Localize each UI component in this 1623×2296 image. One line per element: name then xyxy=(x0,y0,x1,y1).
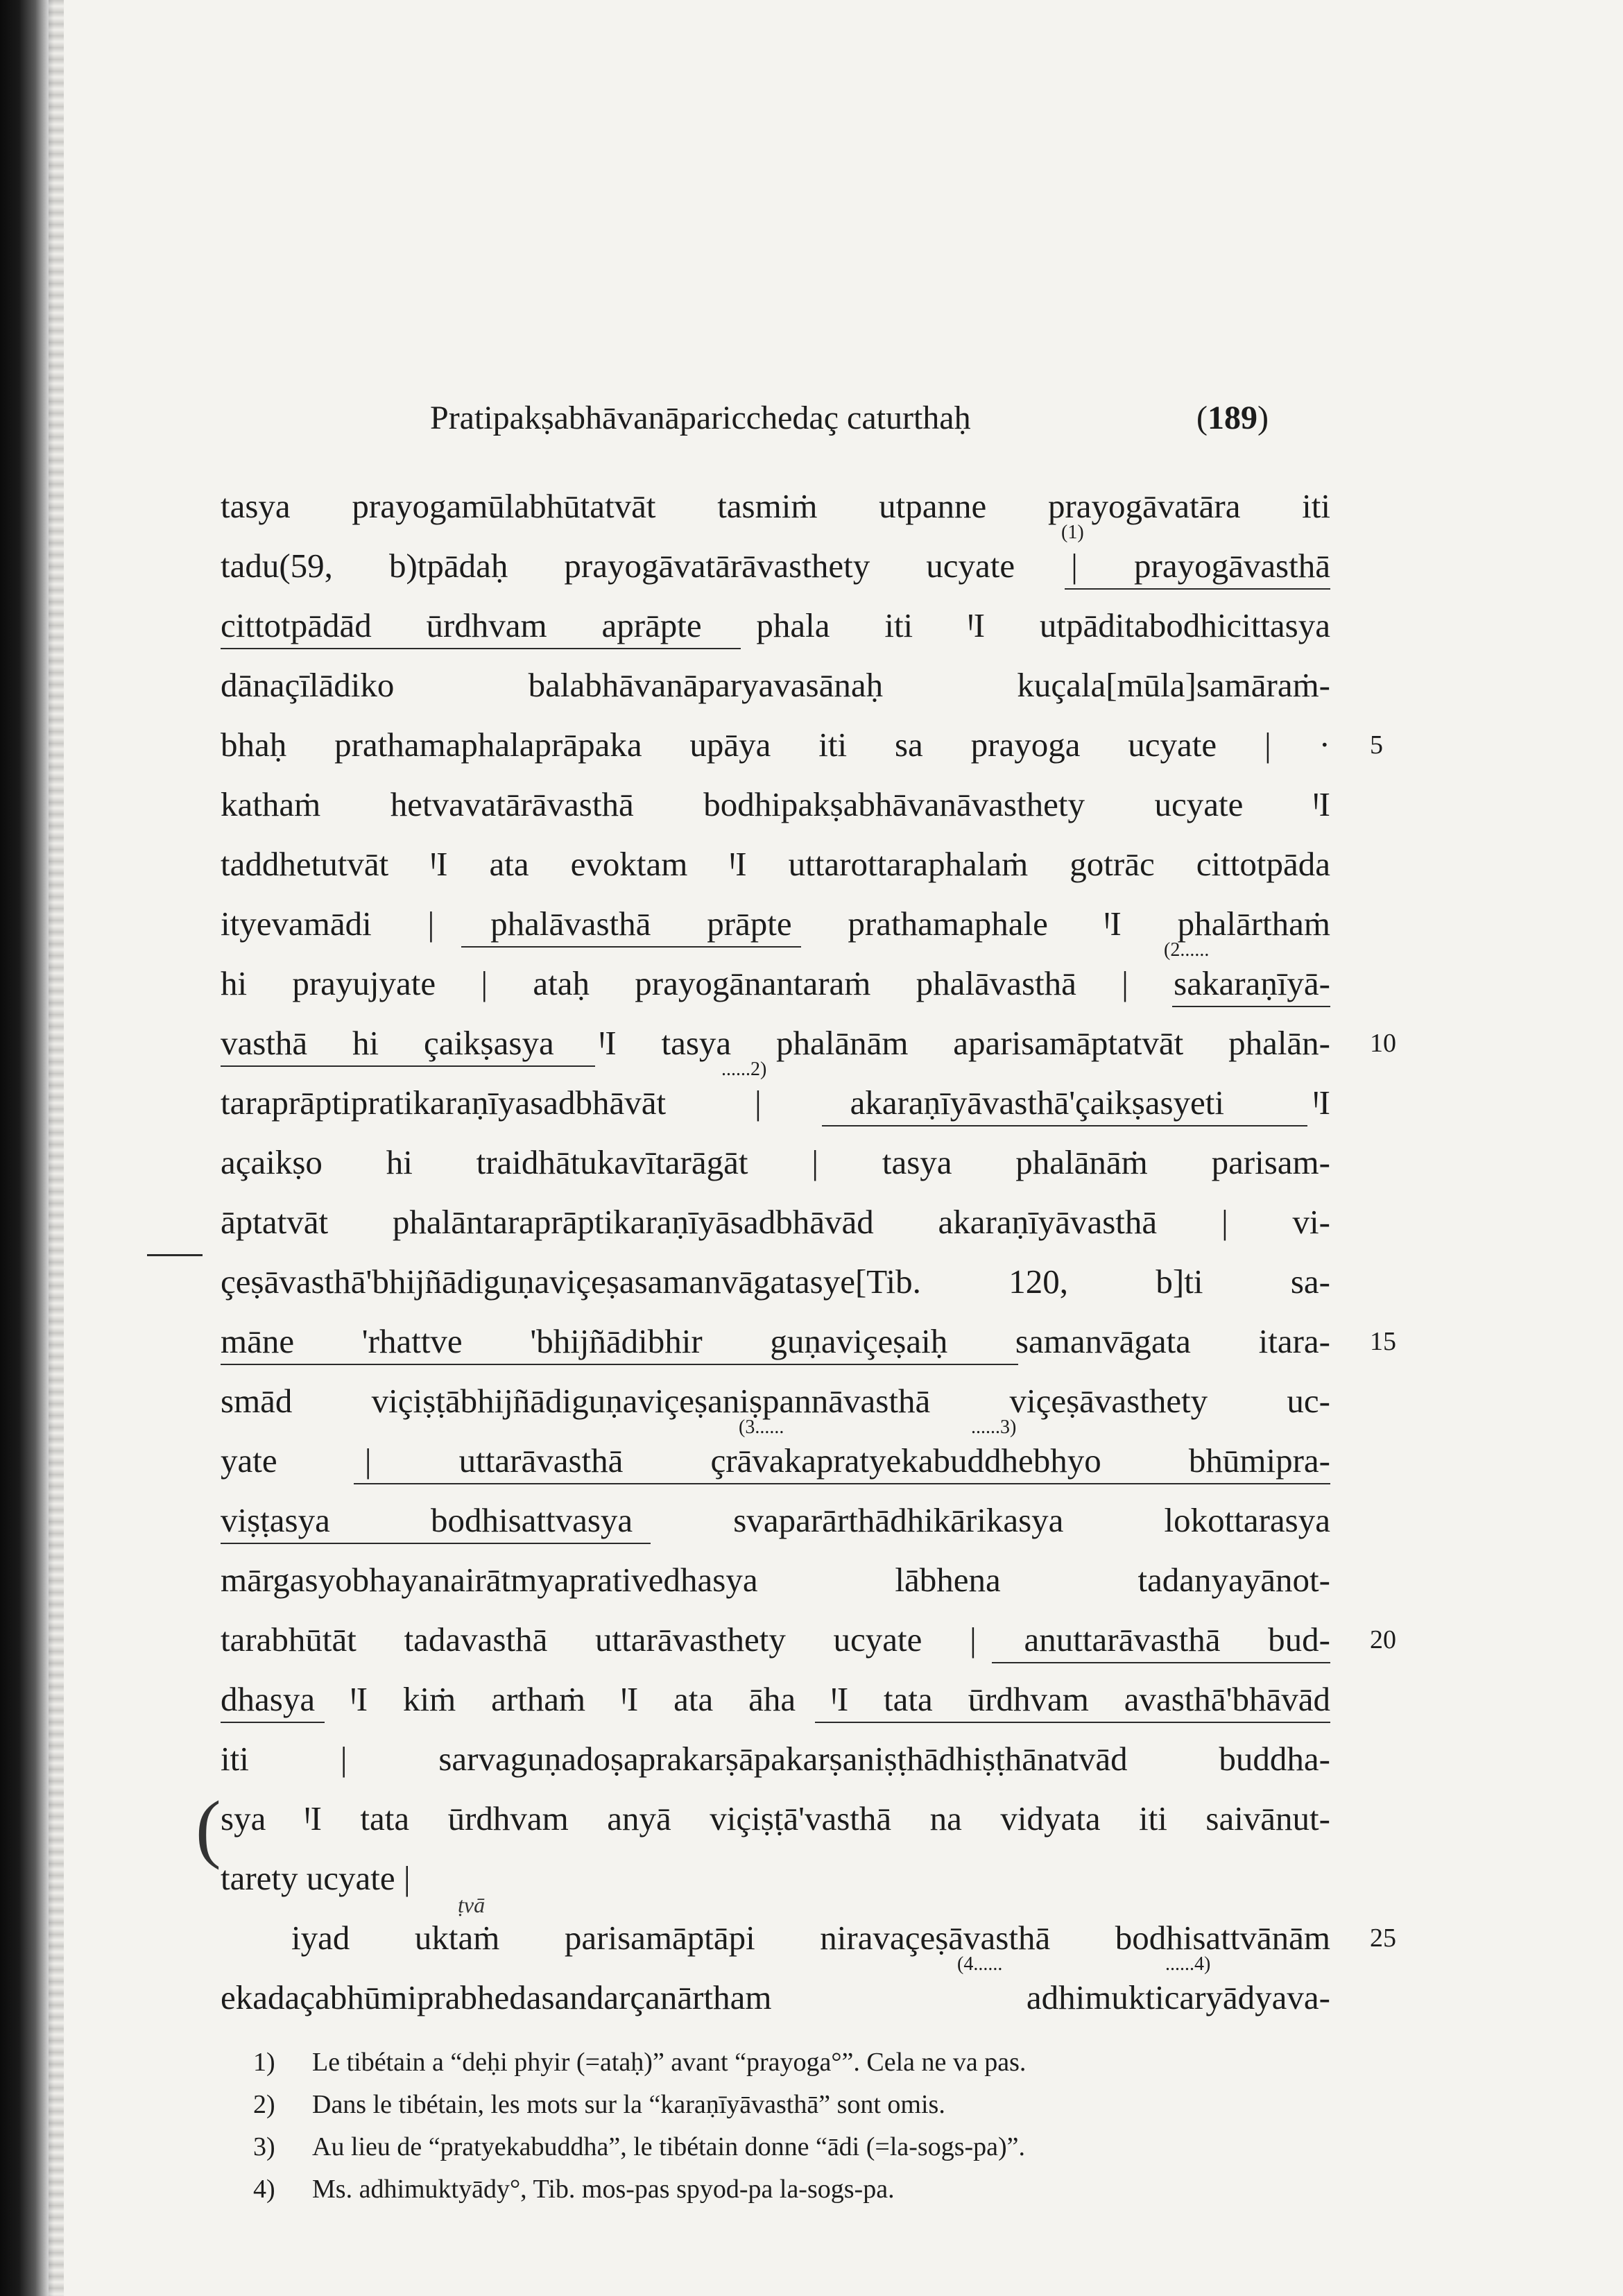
body-line-24: tarety ucyate | xyxy=(221,1859,411,1897)
underline xyxy=(1065,588,1330,590)
body-line-17: yate | uttarāvasthā çrāvakapratyekabuddhebhyo bhūmipra- xyxy=(221,1441,1330,1480)
underline xyxy=(992,1662,1330,1663)
binding-shadow xyxy=(49,0,64,2296)
body-line-3: cittotpādād ūrdhvam aprāpte phala iti ꞋI utpāditabodhicittasya xyxy=(221,606,1330,644)
underline xyxy=(822,1125,1307,1126)
body-line-19: mārgasyobhayanairātmyaprativedhasya lābhena tadanyayānot- xyxy=(221,1561,1330,1599)
underline xyxy=(461,946,801,948)
body-line-20: tarabhūtāt tadavasthā uttarāvasthety ucyate | anuttarāvasthā bud- xyxy=(221,1620,1330,1659)
running-header xyxy=(430,399,1332,447)
footnote-number: 4) xyxy=(253,2175,275,2204)
body-line-14: çeṣāvasthā'bhijñādiguṇaviçeṣasamanvāgatasye[Tib. 120, b]ti sa- xyxy=(221,1262,1330,1301)
footnote-number: 3) xyxy=(253,2132,275,2161)
underline xyxy=(354,1483,1330,1484)
line-number-15: 15 xyxy=(1370,1327,1396,1356)
body-line-22: iti | sarvaguṇadoṣaprakarṣāpakarṣaniṣṭhādhiṣṭhānatvād buddha- xyxy=(221,1740,1330,1778)
body-line-13: āptatvāt phalāntaraprāptikaraṇīyāsadbhāvād akaraṇīyāvasthā | vi- xyxy=(221,1203,1330,1241)
body-line-1: tasya prayogamūlabhūtatvāt tasmiṁ utpanne prayogāvatāra iti xyxy=(221,487,1330,525)
book-binding-edge xyxy=(0,0,54,2296)
body-line-8: ityevamādi | phalāvasthā prāpte prathamaphale ꞋI phalārthaṁ xyxy=(221,905,1330,943)
body-line-2: tadu(59, b)tpādaḥ prayogāvatārāvasthety ucyate | prayogāvasthā xyxy=(221,547,1330,585)
footnote-marker-3-end: ......3) xyxy=(971,1416,1017,1438)
handwritten-annotation: ṭvā xyxy=(458,1892,486,1917)
underline xyxy=(221,1722,325,1723)
footnote-number: 2) xyxy=(253,2090,275,2119)
footnote-1 xyxy=(253,2043,1363,2082)
margin-bracket-mark: ( xyxy=(196,1785,221,1870)
underline xyxy=(221,648,741,649)
underline xyxy=(221,1364,1018,1365)
line-number-25: 25 xyxy=(1370,1924,1396,1953)
underline xyxy=(221,1543,651,1544)
chapter-title: Pratipakṣabhāvanāparicchedaç caturthaḥ xyxy=(430,400,971,436)
footnote-number: 1) xyxy=(253,2048,275,2077)
body-line-26: ekadaçabhūmiprabhedasandarçanārtham adhimukticaryādyava- xyxy=(221,1978,1330,2016)
underline xyxy=(1172,1006,1330,1007)
underline xyxy=(221,1065,595,1067)
footnote-text: Le tibétain a “deḥi phyir (=ataḥ)” avant “prayoga°”. Cela ne va pas. xyxy=(312,2048,1027,2077)
page-number: (189) xyxy=(1196,400,1269,436)
line-number-20: 20 xyxy=(1370,1625,1396,1654)
body-line-11: taraprāptipratikaraṇīyasadbhāvāt | akaraṇīyāvasthā'çaikṣasyeti ꞋI xyxy=(221,1083,1330,1122)
body-line-23: sya ꞋI tata ūrdhvam anyā viçiṣṭā'vasthā na vidyata iti saivānut- xyxy=(221,1799,1330,1837)
footnote-text: Dans le tibétain, les mots sur la “karaṇīyāvasthā” sont omis. xyxy=(312,2090,945,2119)
body-line-10: vasthā hi çaikṣasya ꞋI tasya phalānām aparisamāptatvāt phalān- xyxy=(221,1024,1330,1062)
body-line-6: kathaṁ hetvavatārāvasthā bodhipakṣabhāvanāvasthety ucyate ꞋI xyxy=(221,785,1330,823)
body-line-21: dhasya ꞋI kiṁ arthaṁ ꞋI ata āha ꞋI tata ūrdhvam avasthā'bhāvād xyxy=(221,1680,1330,1718)
body-line-4: dānaçīlādiko balabhāvanāparyavasānaḥ kuçala[mūla]samāraṁ- xyxy=(221,666,1330,704)
footnote-3 xyxy=(253,2127,1363,2166)
body-line-25: iyad uktaṁ parisamāptāpi niravaçeṣāvasthā bodhisattvānām xyxy=(291,1919,1330,1957)
line-number-5: 5 xyxy=(1370,730,1383,760)
underline xyxy=(815,1722,1330,1723)
body-line-15: māne 'rhattve 'bhijñādibhir guṇaviçeṣaiḥ samanvāgata itara- xyxy=(221,1322,1330,1360)
line-number-10: 10 xyxy=(1370,1029,1396,1058)
body-line-5: bhaḥ prathamaphalaprāpaka upāya iti sa prayoga ucyate | · xyxy=(221,726,1330,764)
body-line-12: açaikṣo hi traidhātukavītarāgāt | tasya phalānāṁ parisam- xyxy=(221,1143,1330,1181)
footnote-marker-1: (1) xyxy=(1061,522,1084,543)
footnote-marker-2-start: (2...... xyxy=(1164,939,1210,961)
footnote-marker-2-end: ......2) xyxy=(721,1059,767,1080)
body-line-18: viṣṭasya bodhisattvasya svaparārthādhikārikasya lokottarasya xyxy=(221,1501,1330,1539)
footnote-text: Au lieu de “pratyekabuddha”, le tibétain donne “ādi (=la-sogs-pa)”. xyxy=(312,2132,1026,2161)
footnote-marker-3-start: (3...... xyxy=(739,1416,784,1438)
body-line-16: smād viçiṣṭābhijñādiguṇaviçeṣaniṣpannāvasthā viçeṣāvasthety uc- xyxy=(221,1382,1330,1420)
footnote-text: Ms. adhimuktyādy°, Tib. mos-pas spyod-pa la-sogs-pa. xyxy=(312,2175,895,2204)
footnote-marker-4-start: (4...... xyxy=(957,1953,1003,1975)
footnote-4 xyxy=(253,2170,1363,2209)
body-line-7: taddhetutvāt ꞋI ata evoktam ꞋI uttarottaraphalaṁ gotrāc cittotpāda xyxy=(221,845,1330,883)
footnote-2 xyxy=(253,2085,1363,2124)
footnote-marker-4-end: ......4) xyxy=(1165,1953,1211,1975)
body-line-9: hi prayujyate | ataḥ prayogānantaraṁ phalāvasthā | sakaraṇīyā- xyxy=(221,964,1330,1002)
margin-dash-mark xyxy=(147,1254,203,1256)
